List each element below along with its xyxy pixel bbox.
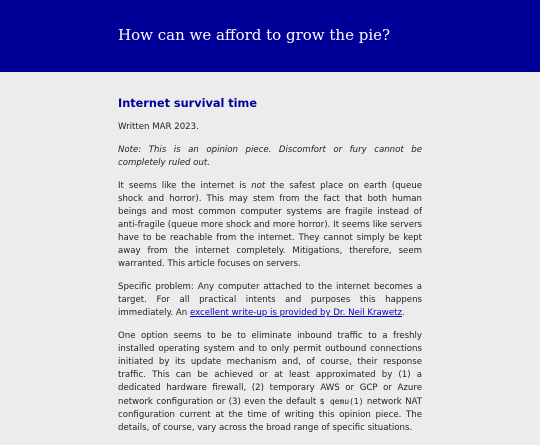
- p1-text-a: It seems like the internet is: [118, 181, 252, 191]
- site-title: How can we afford to grow the pie?: [118, 26, 391, 44]
- krawetz-link[interactable]: excellent write-up is provided by Dr. Neil Krawetz: [189, 308, 402, 318]
- p2-after: .: [402, 308, 405, 318]
- article: [118, 97, 422, 445]
- p1-emphasis: not: [251, 181, 266, 191]
- article-title: Internet survival time: [118, 97, 257, 110]
- paragraph-3: [118, 330, 422, 435]
- p3-text-b: network NAT configuration current at the time of writing this opinion piece. The details, of course, vary across the broad range of specific situations.: [118, 397, 422, 433]
- p2-text: Specific problem: Any computer attached to the internet becomes a target. For all practical intents and purposes this happens immediately. An: [118, 282, 422, 318]
- paragraph-1: [118, 180, 422, 271]
- p3-text-a: One option seems to be to eliminate inbound traffic to a freshly installed operating system and to only permit outbound connections initiated by its update mechanism and, of course, their response traffic. This can be achieved or at least approximated by (1) a dedicated hardware firewall, (2) temporary AWS or GCP or Azure network configuration or (3) even the default: [118, 331, 422, 407]
- paragraph-2: [118, 281, 422, 320]
- qemu-code: $ qemu(1): [319, 397, 364, 406]
- p1-text-b: the safest place on earth (queue shock and horror). This may stem from the fact that both human beings and most common computer systems are fragile instead of anti-fragile (queue more shock and more horror). It seems like servers have to be reachable from the internet. They cannot simply be kept away from the internet completely. Mitigations, therefore, seem warranted. This article focuses on servers.: [118, 181, 423, 269]
- written-date: Written MAR 2023.: [118, 122, 199, 132]
- site-header: [0, 0, 540, 72]
- opinion-note: Note: This is an opinion piece. Discomfort or fury cannot be completely ruled out.: [118, 145, 422, 168]
